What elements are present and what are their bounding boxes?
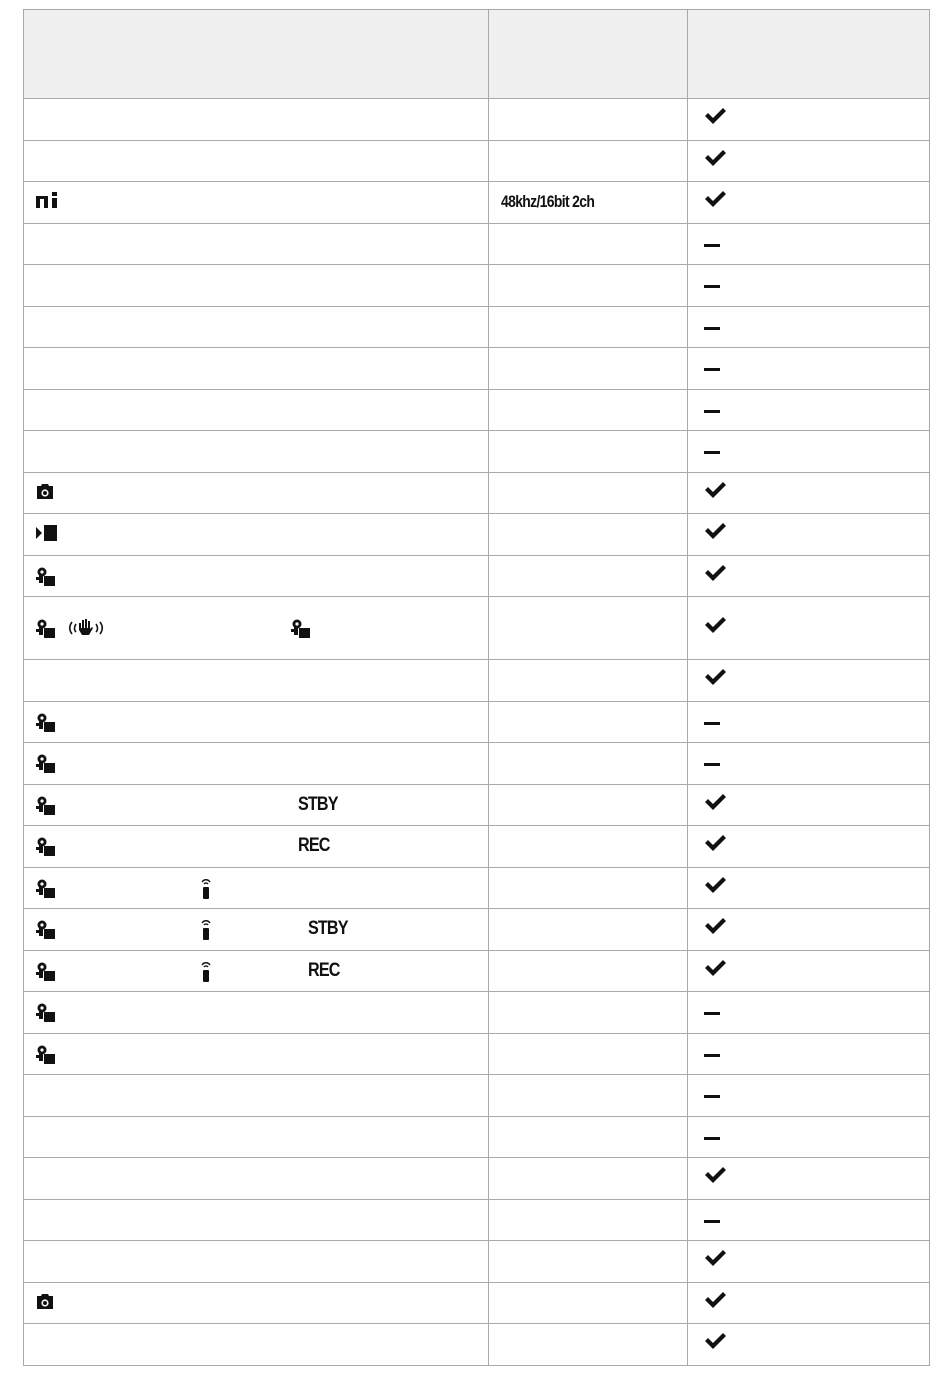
value-cell [489,701,688,743]
item-cell [24,265,489,307]
dash-icon [704,442,720,460]
value-cell [489,182,688,224]
table-row [24,1158,930,1200]
value-cell [489,743,688,785]
movie-camera-icon [36,712,56,738]
status-cell [688,743,930,785]
status-cell [688,348,930,390]
table-row [24,597,930,660]
value-cell [489,431,688,473]
remote-icon [200,961,212,988]
table-row [24,1033,930,1075]
setting-value: 48khz/16bit 2ch [501,192,595,212]
value-cell [489,1116,688,1158]
status-cell [688,99,930,141]
movie-camera-icon [36,753,56,779]
table-row [24,1241,930,1283]
value-cell [489,1241,688,1283]
table-row [24,909,930,951]
status-label: REC [298,835,330,857]
table-row [24,182,930,224]
item-cell [24,1116,489,1158]
item-cell [24,743,489,785]
table-row [24,140,930,182]
value-cell [489,1075,688,1117]
dash-icon [704,1211,720,1229]
movie-camera-icon [36,618,56,644]
status-cell [688,306,930,348]
movie-camera-icon [36,1044,56,1070]
dash-icon [704,318,720,336]
table-row [24,826,930,868]
table-row [24,701,930,743]
table-row [24,555,930,597]
table-row [24,514,930,556]
table-row [24,743,930,785]
table-row [24,992,930,1034]
value-cell [489,1324,688,1366]
movie-camera-icon [36,566,56,592]
status-cell [688,514,930,556]
dash-icon [704,713,720,731]
header-cell-3 [688,10,930,99]
value-cell [489,867,688,909]
status-cell [688,660,930,702]
dash-icon [704,359,720,377]
check-icon [704,917,726,941]
audio-format-icon [36,192,62,213]
table-row [24,1199,930,1241]
status-cell [688,909,930,951]
value-cell [489,99,688,141]
item-cell [24,472,489,514]
table-row [24,1324,930,1366]
item-cell [24,950,489,992]
table-row [24,1075,930,1117]
value-cell [489,1033,688,1075]
item-cell [24,182,489,224]
status-cell [688,389,930,431]
table-header-row [24,10,930,99]
item-cell [24,514,489,556]
value-cell [489,140,688,182]
value-cell [489,389,688,431]
dash-icon [704,1045,720,1063]
check-icon [704,564,726,588]
header-cell-1 [24,10,489,99]
item-cell [24,140,489,182]
item-cell [24,660,489,702]
item-cell [24,1075,489,1117]
table-row [24,348,930,390]
item-cell [24,1199,489,1241]
table-row [24,306,930,348]
value-cell [489,1282,688,1324]
check-icon [704,1166,726,1190]
table-row [24,431,930,473]
table-row [24,472,930,514]
movie-camera-icon [291,618,311,644]
status-cell [688,555,930,597]
status-cell [688,826,930,868]
item-cell [24,1282,489,1324]
value-cell [489,950,688,992]
table-row [24,660,930,702]
value-cell [489,992,688,1034]
value-cell [489,265,688,307]
item-cell [24,223,489,265]
check-icon [704,876,726,900]
table-row [24,389,930,431]
check-icon [704,959,726,983]
check-icon [704,522,726,546]
item-cell [24,784,489,826]
value-cell [489,348,688,390]
status-cell [688,597,930,660]
item-cell [24,597,489,660]
status-cell [688,265,930,307]
table-row [24,99,930,141]
check-icon [704,1332,726,1356]
status-cell [688,1075,930,1117]
movie-camera-icon [36,836,56,862]
item-cell [24,1158,489,1200]
movie-camera-icon [36,919,56,945]
status-label: REC [308,959,340,981]
item-cell [24,1241,489,1283]
status-cell [688,1199,930,1241]
status-cell [688,1116,930,1158]
value-cell [489,597,688,660]
status-cell [688,1324,930,1366]
value-cell [489,826,688,868]
spec-table [23,9,930,1366]
table-body [24,99,930,1366]
item-cell [24,306,489,348]
value-cell [489,660,688,702]
check-icon [704,616,726,640]
movie-camera-icon [36,1002,56,1028]
value-cell [489,555,688,597]
value-cell [489,306,688,348]
movie-camera-icon [36,795,56,821]
item-cell [24,1324,489,1366]
status-cell [688,1282,930,1324]
status-cell [688,950,930,992]
item-cell [24,389,489,431]
dash-icon [704,1128,720,1146]
status-cell [688,472,930,514]
item-cell [24,555,489,597]
item-cell [24,909,489,951]
remote-icon [200,919,212,946]
status-cell [688,867,930,909]
value-cell [489,514,688,556]
item-cell [24,867,489,909]
check-icon [704,1249,726,1273]
value-cell [489,784,688,826]
status-cell [688,1033,930,1075]
item-cell [24,99,489,141]
item-cell [24,348,489,390]
camera-icon [36,1293,54,1315]
dash-icon [704,1003,720,1021]
dash-icon [704,276,720,294]
status-cell [688,1241,930,1283]
table-row [24,1116,930,1158]
dash-icon [704,401,720,419]
status-cell [688,992,930,1034]
check-icon [704,834,726,858]
check-icon [704,149,726,173]
table-row [24,950,930,992]
check-icon [704,793,726,817]
status-cell [688,223,930,265]
table-row [24,1282,930,1324]
item-cell [24,431,489,473]
dash-icon [704,235,720,253]
status-cell [688,182,930,224]
table-row [24,265,930,307]
check-icon [704,668,726,692]
check-icon [704,107,726,131]
item-cell [24,992,489,1034]
movie-camera-icon [36,878,56,904]
table-row [24,223,930,265]
movie-camera-icon [36,961,56,987]
status-label: STBY [298,793,338,815]
dash-icon [704,754,720,772]
value-cell [489,223,688,265]
value-cell [489,909,688,951]
value-cell [489,1158,688,1200]
header-cell-2 [489,10,688,99]
status-cell [688,431,930,473]
check-icon [704,190,726,214]
dash-icon [704,1086,720,1104]
check-icon [704,1291,726,1315]
status-cell [688,701,930,743]
item-cell [24,701,489,743]
status-cell [688,784,930,826]
playback-icon [36,524,58,547]
item-cell [24,826,489,868]
status-cell [688,1158,930,1200]
table-row [24,784,930,826]
value-cell [489,1199,688,1241]
remote-icon [200,878,212,905]
table-row [24,867,930,909]
camera-icon [36,483,54,505]
check-icon [704,481,726,505]
steadyshot-icon [68,618,104,643]
status-label: STBY [308,918,348,940]
status-cell [688,140,930,182]
item-cell [24,1033,489,1075]
value-cell [489,472,688,514]
